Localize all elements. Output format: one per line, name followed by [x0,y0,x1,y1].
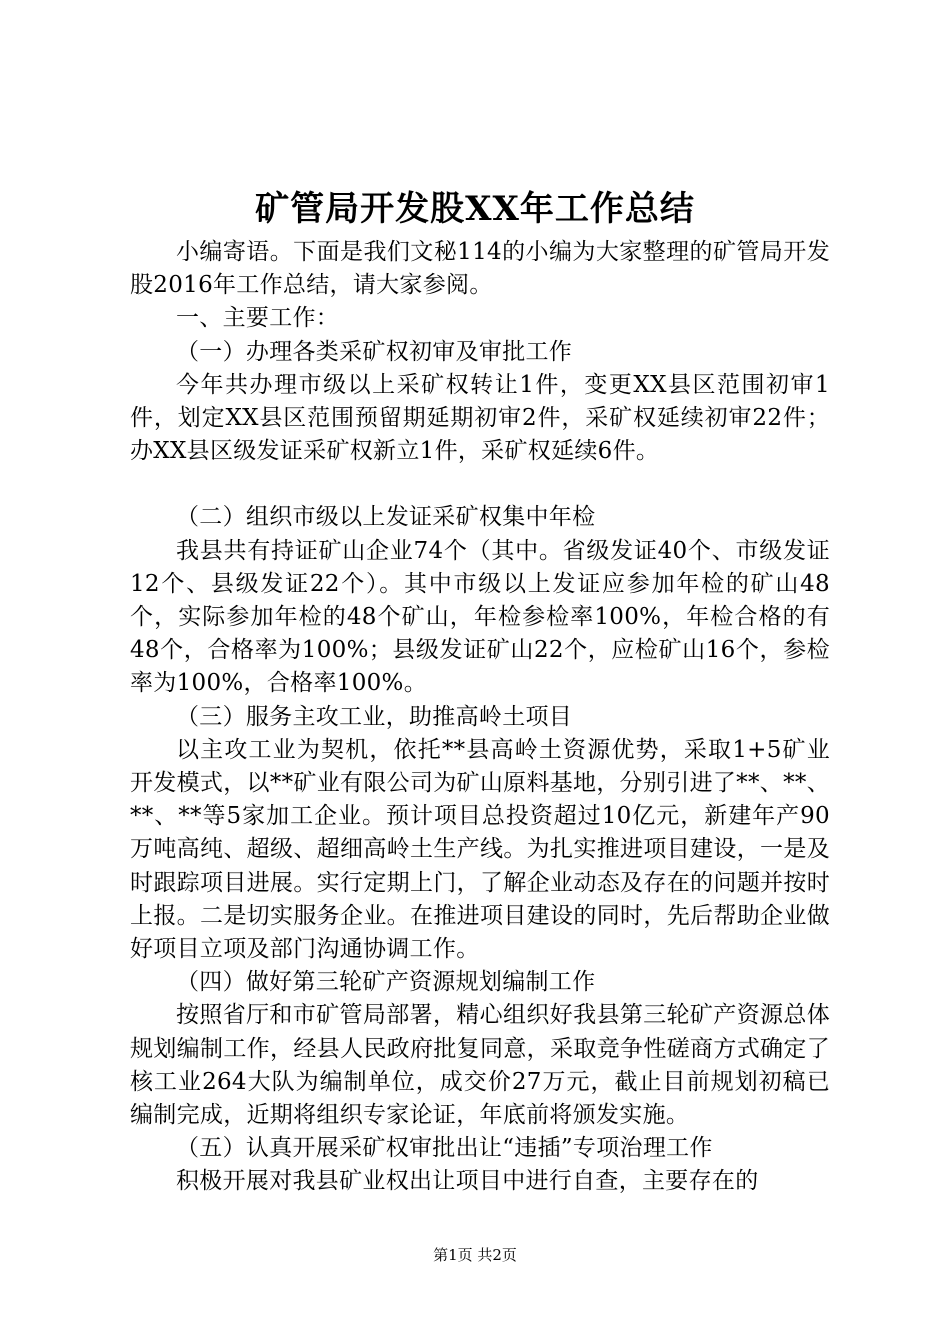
paragraph-1: 今年共办理市级以上采矿权转让1件，变更XX县区范围初审1件，划定XX县区范围预留期延期初审2件，采矿权延续初审22件；办XX县区级发证采矿权新立1件，采矿权延续6件。 [130,371,830,465]
paragraph-4: 按照省厅和市矿管局部署，精心组织好我县第三轮矿产资源总体规划编制工作，经县人民政府批复同意，采取竞争性磋商方式确定了核工业264大队为编制单位，成交价27万元，截止目前规划初稿已编制完成，近期将组织专家论证，年底前将颁发实施。 [130,1002,830,1129]
subsection-heading-2: （二）组织市级以上发证采矿权集中年检 [176,504,596,531]
subsection-heading-1: （一）办理各类采矿权初审及审批工作 [176,338,573,365]
subsection-heading-4: （四）做好第三轮矿产资源规划编制工作 [176,969,596,996]
document-title: 矿管局开发股XX年工作总结 [255,189,695,229]
paragraph-5: 积极开展对我县矿业权出让项目中进行自查，主要存在的 [176,1168,759,1195]
paragraph-2: 我县共有持证矿山企业74个（其中。省级发证40个、市级发证12个、县级发证22个）。其中市级以上发证应参加年检的矿山48个，实际参加年检的48个矿山，年检参检率100%，年检合格的有48个，合格率为100%；县级发证矿山22个，应检矿山16个，参检率为100%，合格率100%。 [130,537,830,697]
paragraph-3: 以主攻工业为契机，依托**县高岭土资源优势，采取1+5矿业开发模式，以**矿业有限公司为矿山原料基地，分别引进了**、**、**、**等5家加工企业。预计项目总投资超过10亿元，新建年产90万吨高纯、超级、超细高岭土生产线。为扎实推进项目建设，一是及时跟踪项目进展。实行定期上门，了解企业动态及存在的问题并按时上报。二是切实服务企业。在推进项目建设的同时，先后帮助企业做好项目立项及部门沟通协调工作。 [130,736,830,963]
document-body [130,236,830,1199]
subsection-heading-5: （五）认真开展采矿权审批出让“违插”专项治理工作 [176,1135,713,1162]
section-heading-main-work: 一、主要工作： [176,305,340,332]
paragraph-intro: 小编寄语。下面是我们文秘114的小编为大家整理的矿管局开发股2016年工作总结，请大家参阅。 [130,239,830,299]
subsection-heading-3: （三）服务主攻工业，助推高岭土项目 [176,703,573,730]
page-footer: 第1页 共2页 [433,1246,517,1264]
